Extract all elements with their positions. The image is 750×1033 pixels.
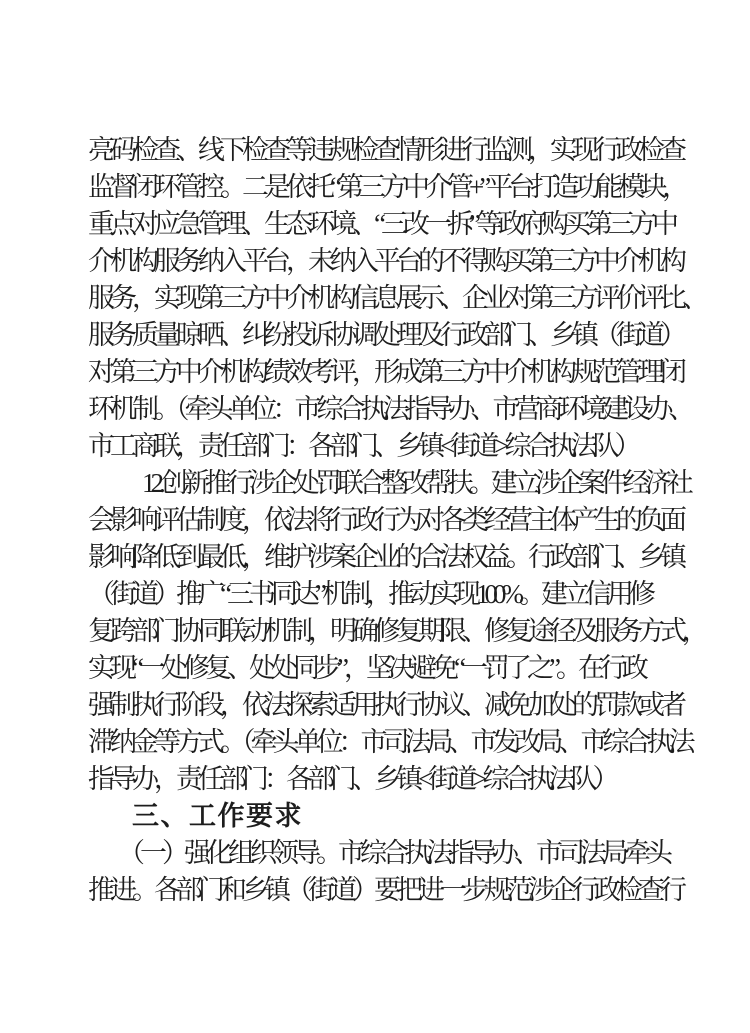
document-line-responsible-dept: 市工商联，责任部门：各部门、乡镇<街道>综合执法队） — [88, 431, 637, 461]
document-line: 复跨部门协同联动机制，明确修复期限、修复途径及服务方式， — [88, 616, 704, 646]
document-line: 服务质量晾晒、纠纷投诉协调处理及行政部门、乡镇（街道） — [88, 320, 682, 350]
document-line: 会影响评估制度，依法将行政行为对各类经营主体产生的负面 — [88, 505, 682, 535]
document-line-responsible-dept: 指导办，责任部门：各部门、乡镇<街道>综合执法队） — [88, 764, 615, 794]
document-line: 强制执行阶段，依法探索适用执行协议、减免加处的罚款或者 — [88, 690, 682, 720]
subsection-1-first-line: （一）强化组织领导。市综合执法指导办、市司法局牵头 — [118, 838, 668, 868]
document-line: 亮码检查、线下检查等违规检查情形进行监测，实现行政检查 — [88, 135, 682, 165]
document-line: 实现“一处修复、处处同步”，坚决避免“一罚了之”。在行政 — [88, 653, 644, 683]
document-line-lead-unit: 滞纳金等方式。（牵头单位：市司法局、市发改局、市综合执法 — [88, 727, 691, 757]
document-line: 推进。各部门和乡镇（街道）要把进一步规范涉企行政检查行 — [88, 875, 682, 905]
document-line: 重点对应急管理、生态环境、“三改一拆”等政府购买第三方中 — [88, 209, 674, 239]
document-line: 监督闭环管控。二是依托“第三方中介管+”平台打造功能模块， — [88, 172, 685, 202]
document-line-lead-unit: 环机制。（牵头单位：市综合执法指导办、市营商环境建设办、 — [88, 394, 691, 424]
item-12-first-line: 12.创新推行涉企处罚联合整改帮扶。建立涉企案件经济社 — [142, 468, 689, 498]
document-line: 介机构服务纳入平台，未纳入平台的不得购买第三方中介机构 — [88, 246, 682, 276]
document-line: 服务，实现第三方中介机构信息展示、企业对第三方评价评比、 — [88, 283, 704, 313]
document-body — [88, 132, 703, 909]
section-heading-work-requirements: 三、工作要求 — [132, 801, 303, 831]
document-line: 影响降低到最低，维护涉案企业的合法权益。行政部门、乡镇 — [88, 542, 682, 572]
document-line: 对第三方中介机构绩效考评，形成第三方中介机构规范管理闭 — [88, 357, 682, 387]
document-line: （街道）推广“三书同达”机制，推动实现100%。建立信用修 — [88, 579, 651, 609]
